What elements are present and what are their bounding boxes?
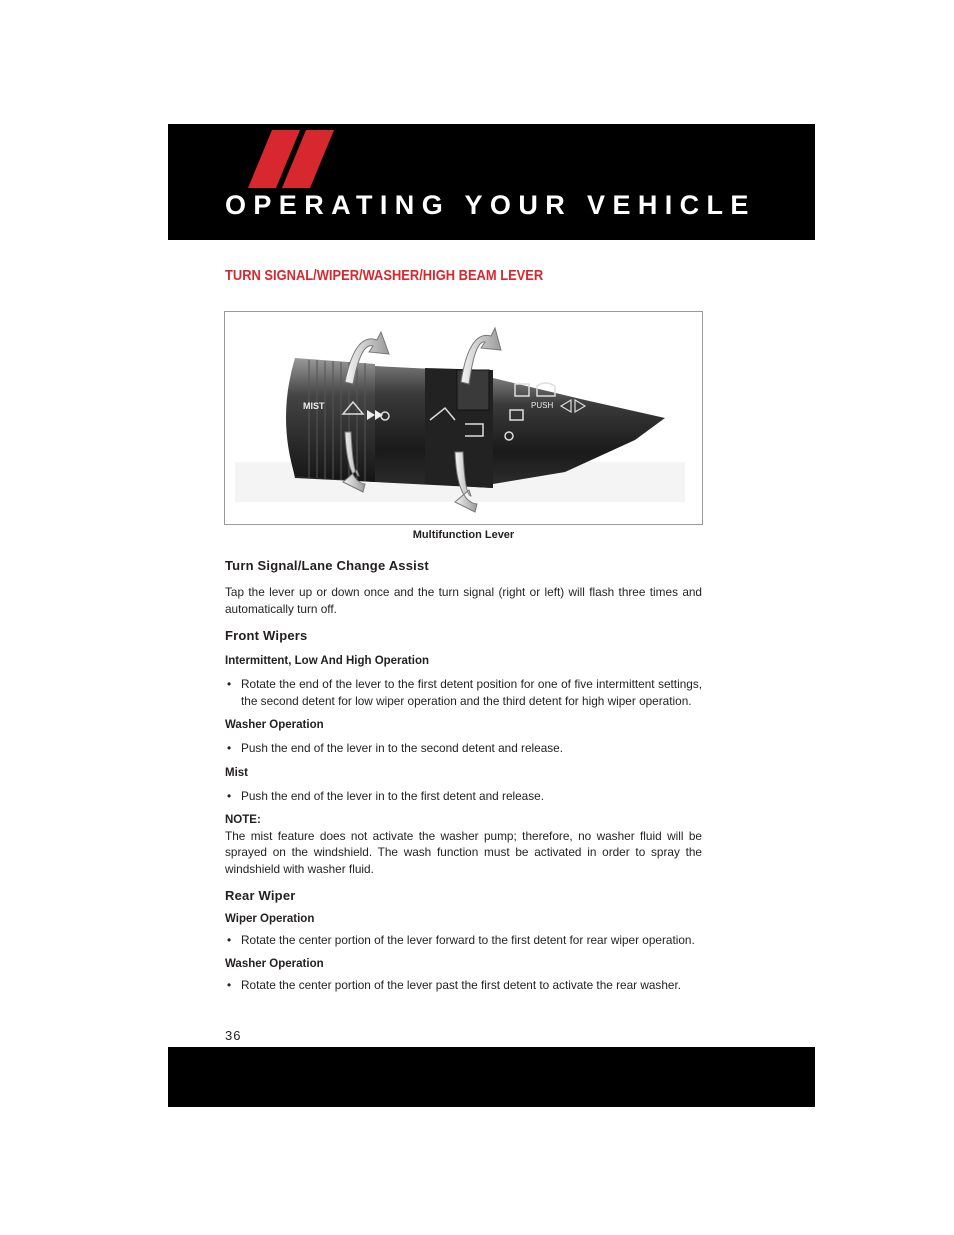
rear-wiper-text: Rotate the center portion of the lever forward to the first detent for rear wiper operation.: [241, 933, 695, 948]
page-number: 36: [225, 1028, 242, 1043]
chapter-title: OPERATING YOUR VEHICLE: [225, 190, 756, 220]
washer-text: Push the end of the lever in to the second detent and release.: [241, 741, 564, 756]
bullet-icon: •: [227, 977, 232, 992]
bullet-icon: •: [227, 788, 232, 803]
intermittent-text: Rotate the end of the lever to the first detent position for one of five intermittent settings, the second detent for low wiper operation and the third detent for high wiper operation.: [241, 677, 702, 708]
brand-stripes-icon: [248, 130, 358, 190]
mist-label: MIST: [303, 401, 325, 411]
mist-heading: Mist: [225, 766, 248, 779]
list-item: [225, 788, 702, 805]
list-item: [225, 932, 702, 949]
turn-signal-heading: Turn Signal/Lane Change Assist: [225, 558, 429, 573]
turn-signal-text: Tap the lever up or down once and the turn signal (right or left) will flash three times and automatically turn off.: [225, 585, 702, 616]
intermittent-heading: Intermittent, Low And High Operation: [225, 655, 430, 668]
push-label: PUSH: [531, 401, 554, 410]
multifunction-lever-figure: [224, 311, 703, 525]
rear-washer-text: Rotate the center portion of the lever past the first detent to activate the rear washer.: [241, 977, 682, 992]
bullet-icon: •: [227, 741, 232, 756]
rear-wiper-operation-heading: Wiper Operation: [225, 913, 315, 926]
list-item: [225, 977, 702, 994]
bullet-icon: •: [227, 677, 232, 692]
rear-wiper-heading: Rear Wiper: [225, 888, 296, 904]
washer-heading: Washer Operation: [225, 719, 324, 732]
figure-caption: Multifunction Lever: [412, 529, 515, 541]
bullet-icon: •: [227, 933, 232, 948]
note-label: NOTE:: [225, 813, 261, 826]
section-header: [225, 262, 702, 290]
front-wipers-heading: Front Wipers: [225, 628, 308, 644]
list-item: [225, 676, 702, 709]
section-title: TURN SIGNAL/WIPER/WASHER/HIGH BEAM LEVER: [225, 267, 544, 284]
footer-band: [168, 1047, 815, 1107]
mist-text: Push the end of the lever in to the first detent and release.: [241, 788, 544, 803]
body-text: [225, 556, 702, 994]
note-text: The mist feature does not activate the washer pump; therefore, no washer fluid will be sprayed on the windshield. The wash function must be activated in order to spray the windshield with washer fluid.: [225, 828, 702, 876]
multifunction-lever-illustration: [225, 312, 702, 524]
header-band: [168, 124, 815, 240]
rear-washer-heading: Washer Operation: [225, 957, 324, 970]
list-item: [225, 740, 702, 757]
